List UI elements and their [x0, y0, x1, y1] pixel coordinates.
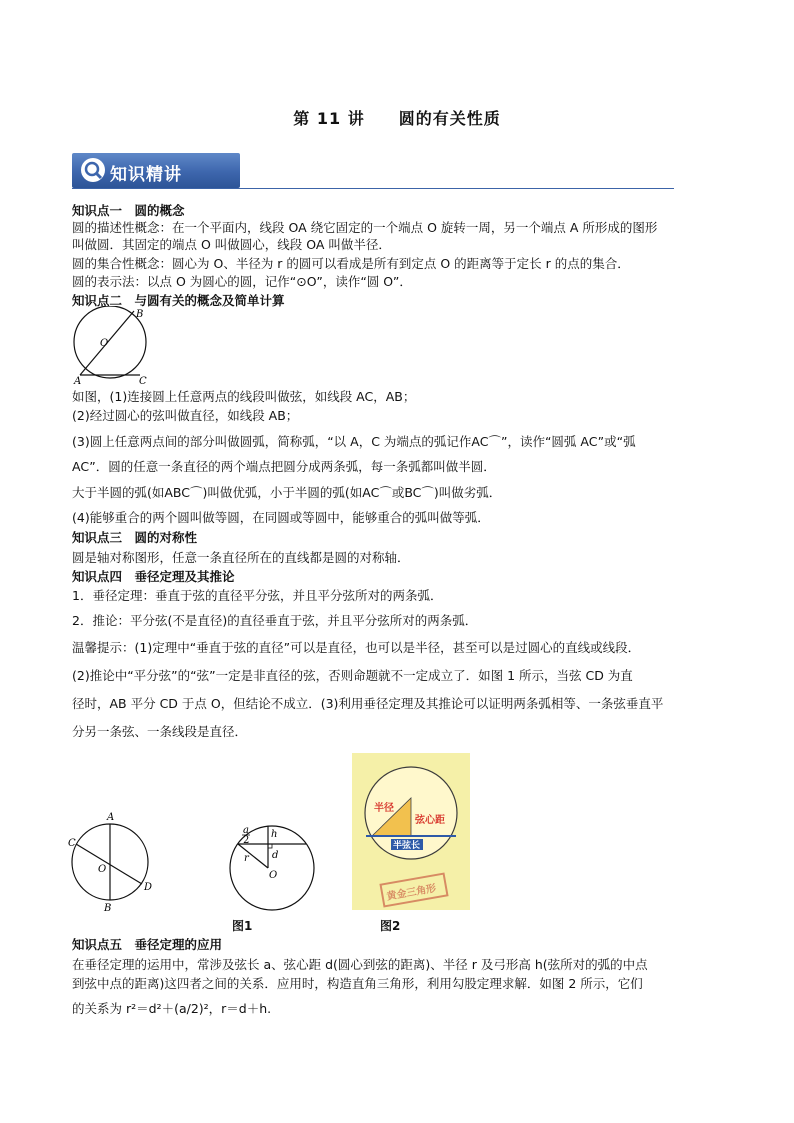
text-line: 如图，(1)连接圆上任意两点的线段叫做弦，如线段 AC，AB；: [72, 389, 416, 404]
circle-diagram-1: [68, 306, 158, 388]
text-line: 的关系为 r²＝d²＋(a/2)²，r＝d＋h.: [72, 1001, 272, 1016]
text-line: 分另一条弦、一条线段是直径．: [72, 724, 248, 739]
heading-3: 知识点三 圆的对称性: [72, 530, 198, 545]
circle-diagram-3: [222, 818, 322, 914]
label-c: C: [139, 376, 147, 387]
text-line: 2．推论：平分弦(不是直径)的直径垂直于弦，并且平分弦所对的两条弧．: [72, 613, 478, 628]
label-o: O: [100, 338, 109, 349]
heading-4: 知识点四 垂径定理及其推论: [72, 569, 235, 584]
circle-diagram-2: [66, 808, 162, 914]
label-r: r: [244, 853, 249, 864]
figure-caption-2: 图2: [380, 919, 401, 933]
label-d: d: [272, 850, 279, 861]
text-line: (2)推论中“平分弦”的“弦”一定是非直径的弦，否则命题就不一定成立了．如图 1 所示，当弦 CD 为直: [72, 668, 633, 683]
text-line: 圆是轴对称图形，任意一条直径所在的直线都是圆的对称轴．: [72, 550, 410, 565]
text-line: 圆的表示法：以点 O 为圆心的圆，记作“⊙O”，读作“圆 O”．: [72, 274, 412, 289]
text-line: (3)圆上任意两点间的部分叫做圆弧，简称弧，“以 A，C 为端点的弧记作AC⌒”，读作“圆弧 AC”或“弧: [72, 434, 636, 449]
page-title: 第 11 讲 圆的有关性质: [293, 109, 501, 128]
label-half-chord: 半弦长: [393, 841, 421, 851]
text-line: 温馨提示：(1)定理中“垂直于弦的直径”可以是直径，也可以是半径，甚至可以是过圆心的直线或线段．: [72, 640, 641, 655]
svg-text:黄金三角形: 黄金三角形: [385, 883, 438, 903]
circle-diagram-4: [352, 753, 470, 910]
label-b: B: [136, 309, 144, 320]
text-line: 1．垂径定理：垂直于弦的直径平分弦，并且平分弦所对的两条弧．: [72, 588, 443, 603]
text-line: 大于半圆的弧(如ABC⌒)叫做优弧，小于半圆的弧(如AC⌒或BC⌒)叫做劣弧．: [72, 485, 502, 500]
text-line: 圆的描述性概念：在一个平面内，线段 OA 绕它固定的一个端点 O 旋转一周，另一个端点 A 所形成的图形: [72, 220, 658, 235]
label-chord-distance: 弦心距: [415, 815, 445, 826]
label-b: B: [104, 903, 112, 914]
heading-5: 知识点五 垂径定理的应用: [72, 937, 223, 952]
label-o: O: [269, 870, 278, 881]
label-a: a: [243, 825, 249, 836]
text-line: 在垂径定理的运用中，常涉及弦长 a、弦心距 d(圆心到弦的距离)、半径 r 及弓形高 h(弦所对的弧的中点: [72, 957, 648, 972]
label-c: C: [68, 838, 76, 849]
figure-caption-1: 图1: [232, 919, 253, 933]
label-two: 2: [243, 835, 250, 846]
text-line: (2)经过圆心的弦叫做直径，如线段 AB；: [72, 408, 299, 423]
text-line: 到弦中点的距离)这四者之间的关系．应用时，构造直角三角形，利用勾股定理求解．如图 2 所示，它们: [72, 976, 643, 991]
label-a: A: [74, 376, 82, 387]
label-d: D: [144, 882, 153, 893]
text-line: (4)能够重合的两个圆叫做等圆，在同圆或等圆中，能够重合的弧叫做等弧．: [72, 510, 490, 525]
text-line: 圆的集合性概念：圆心为 O、半径为 r 的圆可以看成是所有到定点 O 的距离等于定长 r 的点的集合．: [72, 256, 630, 271]
label-a: A: [107, 812, 115, 823]
heading-1: 知识点一 圆的概念: [72, 203, 185, 218]
text-line: 径时，AB 平分 CD 于点 O，但结论不成立．(3)利用垂径定理及其推论可以证明两条弧相等、一条弦垂直平: [72, 696, 664, 711]
magnifier-icon: [80, 157, 106, 183]
banner-underline: [72, 188, 674, 189]
text-line: AC”．圆的任意一条直径的两个端点把圆分成两条弧，每一条弧都叫做半圆．: [72, 459, 496, 474]
label-o: O: [98, 864, 107, 875]
label-h: h: [271, 829, 278, 840]
text-line: 叫做圆．其固定的端点 O 叫做圆心，线段 OA 叫做半径．: [72, 237, 391, 252]
banner-label: 知识精讲: [110, 165, 182, 185]
label-radius: 半径: [374, 803, 394, 814]
heading-2: 知识点二 与圆有关的概念及简单计算: [72, 293, 285, 308]
